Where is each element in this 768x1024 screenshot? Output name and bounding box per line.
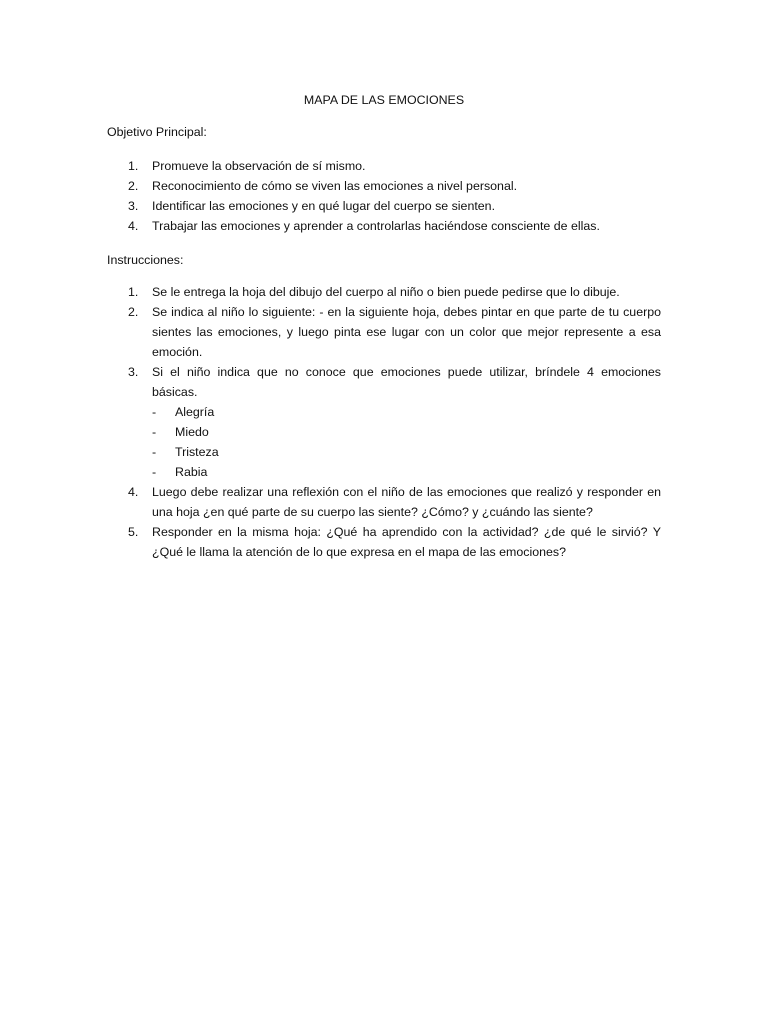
list-item-text: Promueve la observación de sí mismo.	[152, 159, 366, 173]
list-item	[107, 362, 661, 482]
list-item	[107, 216, 661, 236]
objective-heading: Objetivo Principal:	[107, 125, 207, 139]
emotions-sublist	[152, 402, 661, 482]
list-number: 3.	[128, 365, 139, 379]
sublist-item	[152, 402, 661, 422]
dash-bullet: -	[152, 425, 157, 439]
list-item	[107, 156, 661, 176]
list-item-text: Si el niño indica que no conoce que emociones puede utilizar, bríndele 4 emociones básicas.	[152, 365, 661, 399]
list-number: 2.	[128, 305, 139, 319]
list-item-text: Reconocimiento de cómo se viven las emociones a nivel personal.	[152, 179, 518, 193]
list-item-text: Trabajar las emociones y aprender a controlarlas haciéndose consciente de ellas.	[152, 219, 600, 233]
list-number: 3.	[128, 199, 139, 213]
objective-list	[107, 156, 661, 236]
dash-bullet: -	[152, 445, 157, 459]
dash-bullet: -	[152, 465, 157, 479]
list-number: 1.	[128, 159, 139, 173]
sublist-item-text: Miedo	[175, 425, 209, 439]
list-number: 5.	[128, 525, 139, 539]
instructions-heading: Instrucciones:	[107, 253, 184, 267]
list-item	[107, 482, 661, 522]
list-number: 1.	[128, 285, 139, 299]
document-title: MAPA DE LAS EMOCIONES	[303, 93, 465, 107]
list-item-text: Se indica al niño lo siguiente: - en la siguiente hoja, debes pintar en que parte de tu cuerpo sientes las emociones, y luego pinta ese lugar con un color que mejor represente a esa emoción.	[152, 305, 661, 359]
list-item-text: Luego debe realizar una reflexión con el niño de las emociones que realizó y responder en una hoja ¿en qué parte de su cuerpo las siente? ¿Cómo? y ¿cuándo las siente?	[152, 485, 661, 519]
sublist-item	[152, 422, 661, 442]
list-item-text: Responder en la misma hoja: ¿Qué ha aprendido con la actividad? ¿de qué le sirvió? Y ¿Qué le llama la atención de lo que expresa en el mapa de las emociones?	[152, 525, 661, 559]
list-item	[107, 176, 661, 196]
dash-bullet: -	[152, 405, 157, 419]
sublist-item	[152, 462, 661, 482]
list-item	[107, 522, 661, 562]
sublist-item-text: Alegría	[175, 405, 215, 419]
list-item	[107, 196, 661, 216]
sublist-item	[152, 442, 661, 462]
sublist-item-text: Rabia	[175, 465, 208, 479]
list-item-text: Se le entrega la hoja del dibujo del cuerpo al niño o bien puede pedirse que lo dibuje.	[152, 285, 620, 299]
list-item	[107, 302, 661, 362]
list-item-text: Identificar las emociones y en qué lugar del cuerpo se sienten.	[152, 199, 496, 213]
list-number: 4.	[128, 485, 139, 499]
list-number: 2.	[128, 179, 139, 193]
list-number: 4.	[128, 219, 139, 233]
instructions-list	[107, 282, 661, 562]
sublist-item-text: Tristeza	[175, 445, 219, 459]
list-item	[107, 282, 661, 302]
